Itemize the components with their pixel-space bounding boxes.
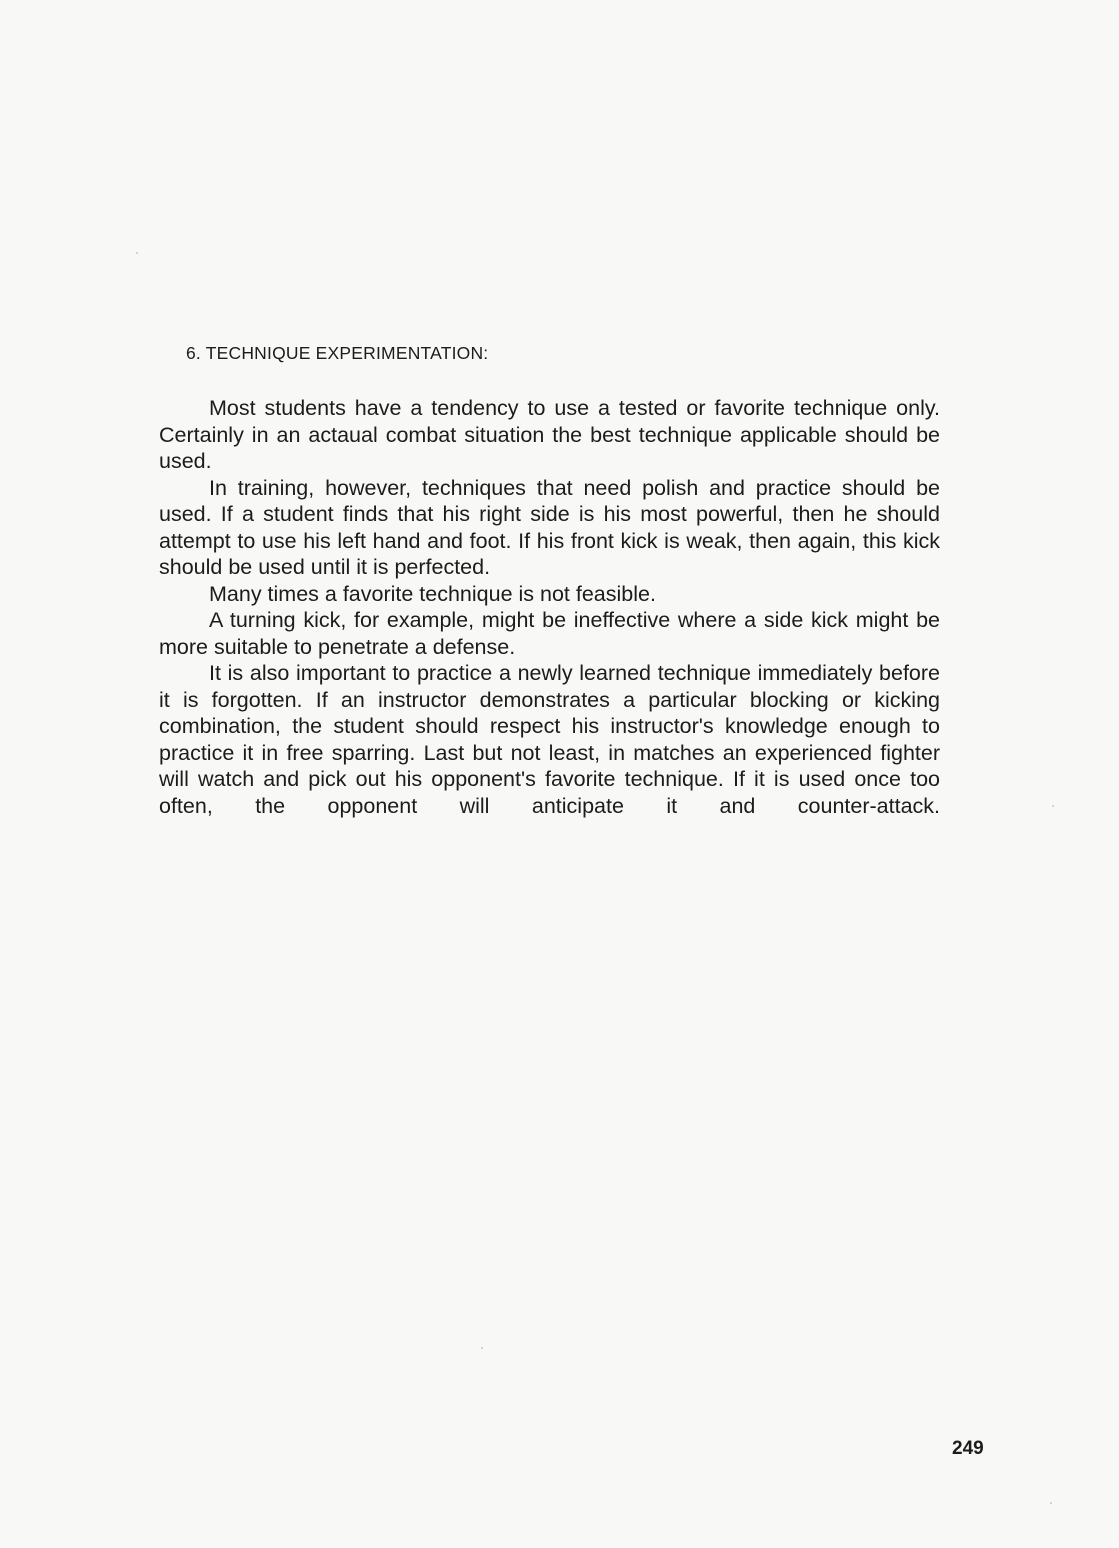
paper-speck xyxy=(1052,805,1054,807)
paragraph: Many times a favorite technique is not feasible. xyxy=(209,581,656,606)
paper-speck xyxy=(1050,1502,1052,1504)
paper-speck xyxy=(136,252,138,254)
paper-speck xyxy=(481,1347,483,1349)
paragraph: In training, however, techniques that need polish and practice should be used. If a student finds that his right side is his most powerful, then he should attempt to use his left hand and foot. If his front kick is weak, then again, this kick should be used until it is perfected. xyxy=(159,475,940,579)
paragraph: It is also important to practice a newly learned technique immediately before it is forgotten. If an instructor demonstrates a particular blocking or kicking combination, the student should respect his instructor's knowledge enough to practice it in free sparring. Last but not least, in matches an experienced fighter will watch and pick out his opponent's favorite technique. If it is used once too often, the opponent will anticipate it and counter-attack. xyxy=(159,661,940,818)
page-number: 249 xyxy=(952,1438,984,1459)
paragraph: A turning kick, for example, might be ineffective where a side kick might be more suitable to penetrate a defense. xyxy=(159,608,940,659)
section-heading: 6. TECHNIQUE EXPERIMENTATION: xyxy=(186,343,489,363)
paragraph: Most students have a tendency to use a tested or favorite technique only. Certainly in an actaual combat situation the best technique applicable should be used. xyxy=(159,396,940,473)
body-text xyxy=(159,395,940,819)
